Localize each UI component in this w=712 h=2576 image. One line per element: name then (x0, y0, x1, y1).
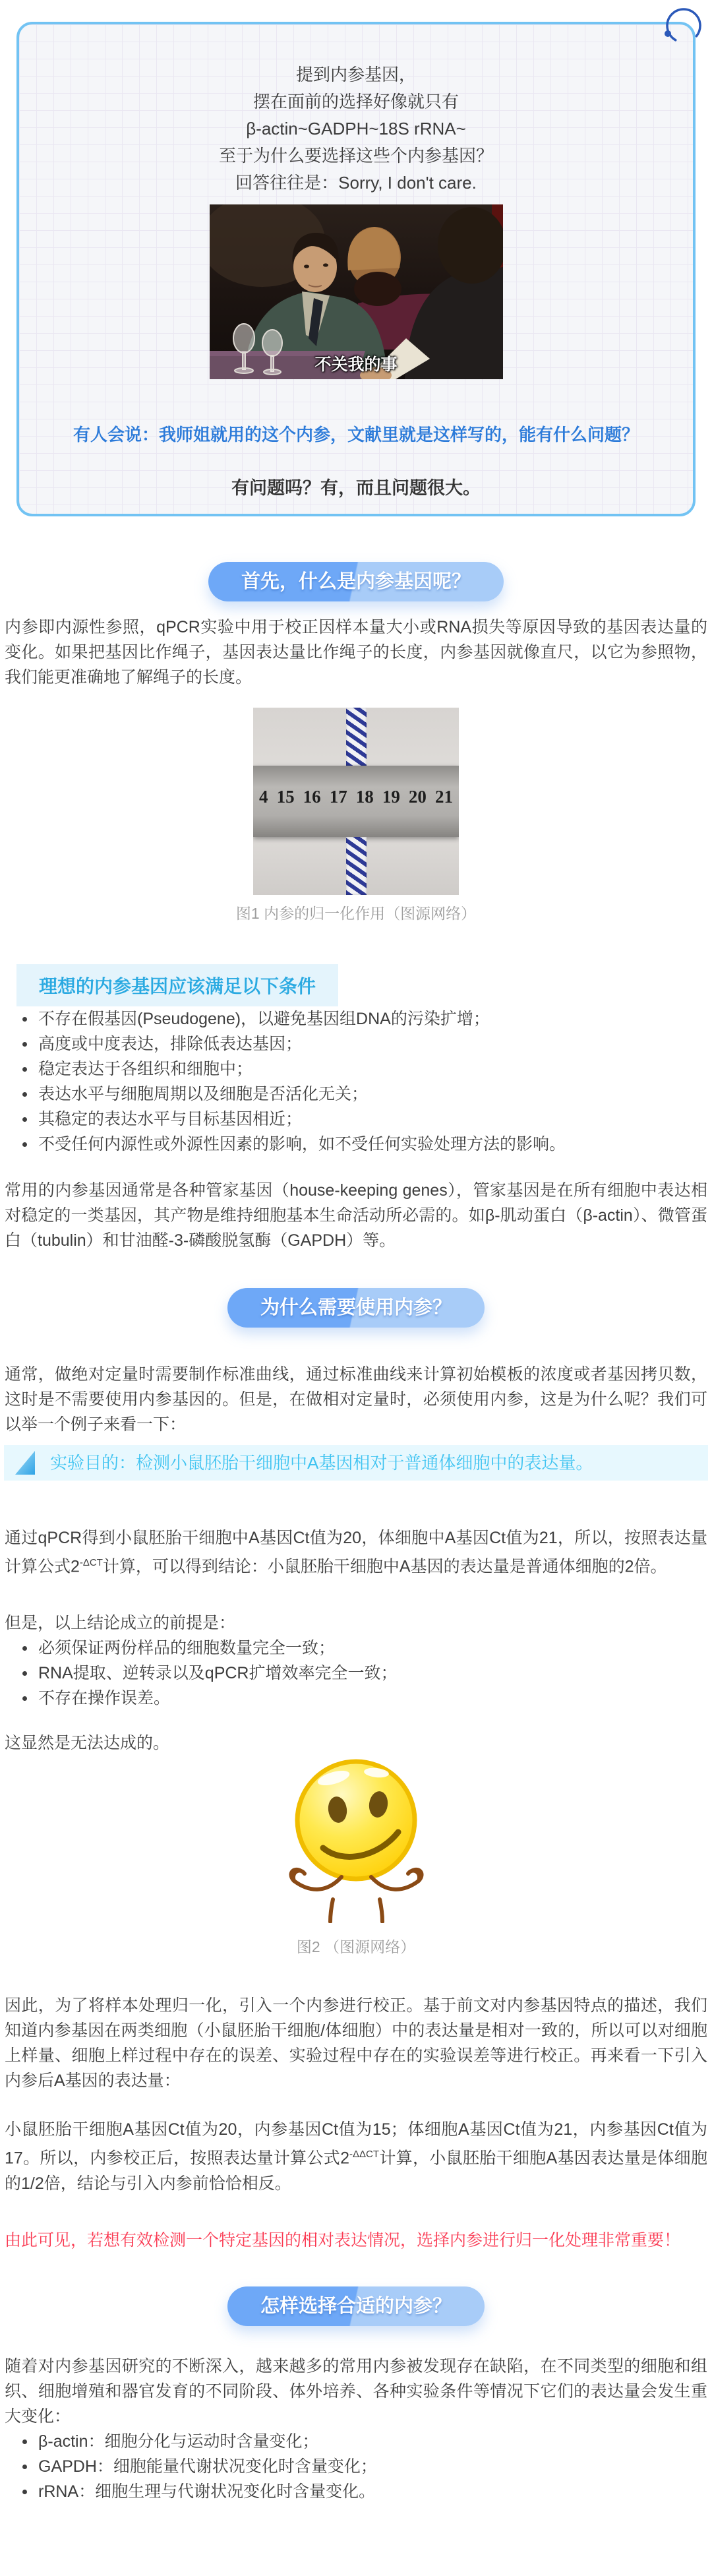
rope-image (346, 708, 367, 766)
body-paragraph: 通常，做绝对定量时需要制作标准曲线，通过标准曲线来计算初始模板的浓度或者基因拷贝数，这时是不需要使用内参基因的。但是，在做相对定量时，必须使用内参，这是为什么呢？我们可以举一个例子来看一下： (5, 1365, 707, 1434)
formula-text-before: 小鼠胚胎干细胞A基因Ct值为20，内参基因Ct值为15；体细胞A基因Ct值为21，内参基因Ct值为17。所以，内参校正后，按照表达量计算公式2 (5, 2120, 707, 2168)
list-item: 必须保证两份样品的细胞数量完全一致； (18, 1636, 707, 1661)
list-item: β-actin：细胞分化与运动时含量变化； (18, 2429, 707, 2454)
ruler-number: 19 (382, 787, 400, 807)
ruler-ticks (253, 827, 459, 837)
ruler-numbers (253, 787, 459, 807)
ruler-number: 21 (434, 787, 453, 807)
shrug-emoji-image (269, 1757, 444, 1923)
body-paragraph: 但是，以上结论成立的前提是： (5, 1614, 236, 1633)
intro-line: 摆在面前的选择好像就只有 (252, 92, 459, 111)
body-paragraph: 这显然是无法达成的。 (5, 1734, 170, 1753)
intro-note-box (16, 22, 696, 516)
section-heading-how-to-choose: 怎样选择合适的内参？ (227, 2286, 485, 2326)
ruler-image (253, 766, 459, 837)
formula-text-after: 计算，小鼠胚胎干细胞A基因表达量是体细胞的1/2倍，结论与引入内参前恰恰相反。 (5, 2149, 707, 2193)
intro-line: 提到内参基因， (295, 65, 416, 84)
formula-text-before: 通过qPCR得到小鼠胚胎干细胞中A基因Ct值为20，体细胞中A基因Ct值为21，所以，按照表达量计算公式2 (5, 1529, 707, 1576)
ideal-gene-conditions-list (0, 1006, 712, 1157)
ruler-ticks (253, 766, 459, 776)
list-item: rRNA：细胞生理与代谢状况变化时含量变化。 (18, 2479, 707, 2504)
list-item: 不受任何内源性或外源性因素的影响，如不受任何实验处理方法的影响。 (18, 1132, 707, 1157)
figure1-rope-ruler-photo (253, 708, 459, 895)
formula-text-after: 计算，可以得到结论：小鼠胚胎干细胞中A基因的表达量是普通体细胞的2倍。 (102, 1557, 667, 1576)
meme-subtitle: 不关我的事 (314, 355, 398, 374)
list-item: 高度或中度表达，排除低表达基因； (18, 1031, 707, 1057)
friends-meme-image (210, 204, 503, 379)
ruler-number: 16 (303, 787, 321, 807)
figure1-caption: 图1 内参的归一化作用（图源网络） (235, 905, 477, 922)
list-item: 其稳定的表达水平与目标基因相近； (18, 1107, 707, 1132)
body-paragraph (5, 1525, 707, 1579)
body-paragraph (5, 2117, 707, 2195)
intro-line: β-actin~GADPH~18S rRNA~ (246, 119, 466, 138)
intro-question: 有人会说：我师姐就用的这个内参，文献里就是这样写的，能有什么问题？ (73, 425, 639, 445)
ruler-number: 17 (329, 787, 347, 807)
ruler-number: 18 (355, 787, 374, 807)
intro-line: 至于为什么要选择这些个内参基因？ (218, 146, 493, 166)
body-paragraph: 常用的内参基因通常是各种管家基因（house-keeping genes），管家基因是在所有细胞中表达相对稳定的一类基因，其产物是维持细胞基本生命活动所必需的。如β-肌动蛋白（β-actin）、微管蛋白（tubulin）和甘油醛-3-磷酸脱氢酶（GAPDH）等。 (5, 1181, 707, 1250)
ruler-number: 4 (259, 787, 268, 807)
body-paragraph: 随着对内参基因研究的不断深入，越来越多的常用内参被发现存在缺陷，在不同类型的细胞和组织、细胞增殖和器官发育的不同阶段、体外培养、各种实验条件等情况下它们的表达量会发生重大变化： (5, 2356, 707, 2426)
list-item: 稳定表达于各组织和细胞中； (18, 1057, 707, 1082)
intro-answer: 有问题吗？有，而且问题很大。 (231, 478, 481, 498)
conclusion-highlight: 由此可见，若想有效检测一个特定基因的相对表达情况，选择内参进行归一化处理非常重要！ (5, 2230, 681, 2250)
figure2-shrug-emoji (269, 1757, 444, 1923)
list-item: GAPDH：细胞能量代谢状况变化时含量变化； (18, 2454, 707, 2479)
ruler-number: 15 (276, 787, 295, 807)
intro-line: 回答往往是：Sorry, I don't care. (235, 173, 477, 193)
formula-exponent: -ΔΔCT (349, 2149, 380, 2161)
callout-triangle-icon (15, 1450, 37, 1475)
ruler-number: 20 (408, 787, 427, 807)
list-item: RNA提取、逆转录以及qPCR扩增效率完全一致； (18, 1661, 707, 1686)
rope-image (346, 837, 367, 895)
figure2-caption: 图2 （图源网络） (296, 1938, 416, 1956)
experiment-purpose-callout (4, 1445, 708, 1481)
body-paragraph: 内参即内源性参照，qPCR实验中用于校正因样本量大小或RNA损失等原因导致的基因表达量的变化。如果把基因比作绳子，基因表达量比作绳子的长度，内参基因就像直尺，以它为参照物，我们能更准确地了解绳子的长度。 (5, 618, 707, 687)
section-heading-why-use-reference: 为什么需要使用内参？ (227, 1288, 485, 1328)
corner-doodle-icon (657, 6, 705, 47)
premise-list (0, 1636, 712, 1711)
list-item: 不存在操作误差。 (18, 1686, 707, 1711)
experiment-purpose-text: 实验目的：检测小鼠胚胎干细胞中A基因相对于普通体细胞中的表达量。 (50, 1453, 593, 1473)
list-item: 表达水平与细胞周期以及细胞是否活化无关； (18, 1082, 707, 1107)
gene-defect-list (0, 2429, 712, 2504)
list-item: 不存在假基因(Pseudogene)，以避免基因组DNA的污染扩增； (18, 1006, 707, 1031)
formula-exponent: -ΔCT (79, 1557, 103, 1568)
section-heading-what-is-reference-gene: 首先，什么是内参基因呢？ (208, 562, 504, 601)
subheader-ideal-reference-gene: 理想的内参基因应该满足以下条件 (16, 964, 338, 1006)
body-paragraph: 因此，为了将样本处理归一化，引入一个内参进行校正。基于前文对内参基因特点的描述，我们知道内参基因在两类细胞（小鼠胚胎干细胞/体细胞）中的表达量是相对一致的，所以可以对细胞上样量、细胞上样过程中存在的误差、实验过程中存在的实验误差等进行校正。再来看一下引入内参后A基因的表达量： (5, 1996, 707, 2091)
